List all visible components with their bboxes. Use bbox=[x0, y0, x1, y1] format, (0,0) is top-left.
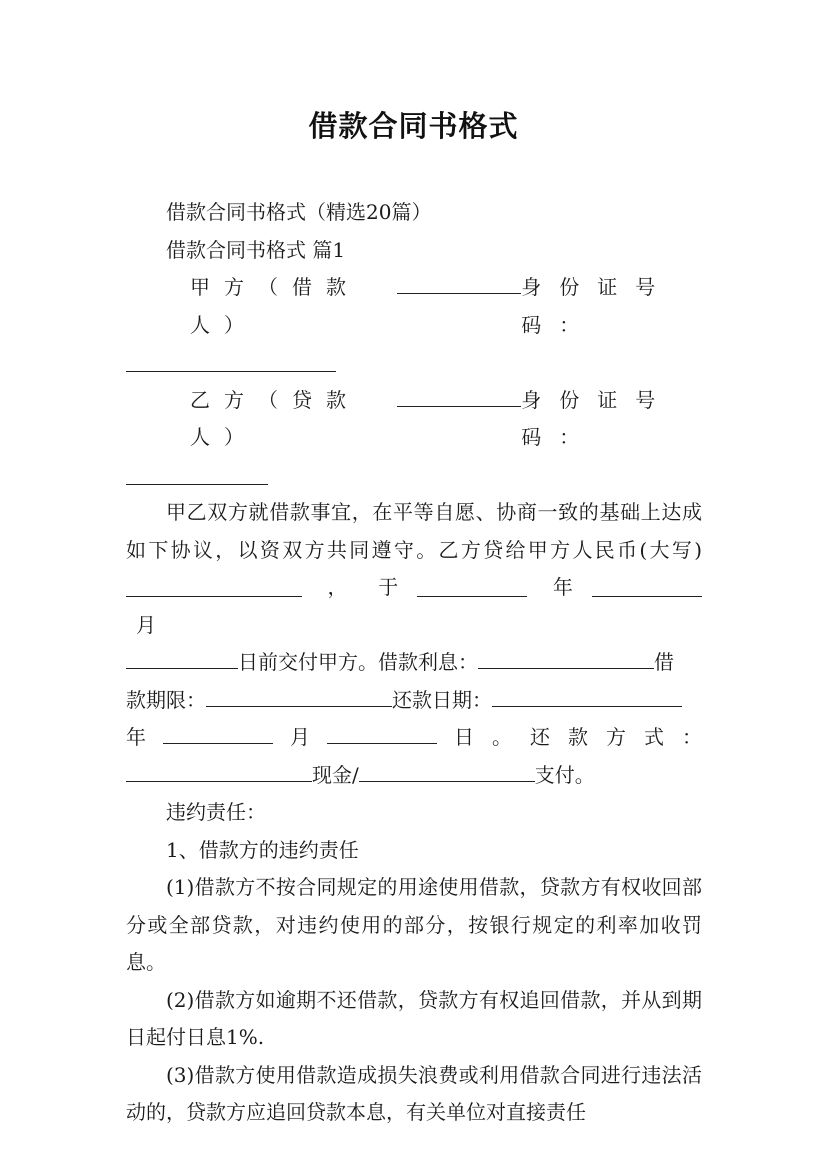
interest-blank bbox=[478, 646, 654, 669]
method-blank-1 bbox=[126, 759, 312, 782]
party-b-id-label: 身份证号码： bbox=[521, 387, 674, 449]
comma: ， bbox=[327, 575, 353, 599]
pay-end-label: 支付。 bbox=[534, 762, 595, 787]
party-a-label: 甲方（借款人） bbox=[190, 275, 360, 337]
year-blank bbox=[417, 574, 527, 597]
month-label: 月 bbox=[136, 612, 156, 637]
document-body bbox=[126, 194, 720, 1132]
liability-heading: 违约责任： bbox=[166, 800, 266, 824]
party-b-line bbox=[126, 382, 702, 457]
agreement-text: 甲乙双方就借款事宜，在平等自愿、协商一致的基础上达成如下协议，以资双方共同遵守。乙方贷给甲方人民币(大写) bbox=[126, 500, 702, 562]
amount-blank bbox=[126, 574, 302, 597]
party-a-id-blank bbox=[126, 349, 336, 372]
repay-method-label: 日。还款方式： bbox=[454, 725, 720, 749]
pay-text: 日前交付甲方。借款利息： bbox=[238, 650, 478, 674]
method-blank-2 bbox=[359, 759, 535, 782]
party-b-name-blank bbox=[397, 384, 521, 407]
year2-blank bbox=[163, 721, 273, 744]
party-a-name-blank bbox=[397, 271, 521, 294]
loan-term-label: 借 bbox=[654, 650, 674, 674]
party-b-id-blank bbox=[126, 462, 268, 485]
loan-term-blank bbox=[206, 684, 392, 707]
cash-label: 现金/ bbox=[312, 762, 359, 787]
doc-heading: 借款合同书格式（精选20篇） bbox=[166, 200, 432, 224]
month2-label: 月 bbox=[290, 725, 310, 749]
agreement-paragraph bbox=[126, 494, 720, 794]
document-title: 借款合同书格式 bbox=[308, 109, 519, 143]
item-1-heading: 1、借款方的违约责任 bbox=[166, 837, 359, 862]
repay-date-label: 还款日期： bbox=[392, 687, 492, 712]
loan-term-cont: 款期限： bbox=[126, 687, 206, 712]
day-blank bbox=[126, 646, 238, 669]
party-a-line bbox=[126, 269, 702, 344]
month2-blank bbox=[327, 721, 437, 744]
party-a-id-label: 身份证号码： bbox=[521, 275, 674, 337]
party-b-label: 乙方（贷款人） bbox=[190, 387, 360, 449]
party-b-id-line bbox=[126, 457, 702, 495]
repay-date-blank bbox=[492, 684, 682, 707]
month-blank bbox=[592, 574, 702, 597]
chapter-heading: 借款合同书格式 篇1 bbox=[166, 237, 346, 262]
item-1-2: (2)借款方如逾期不还借款，贷款方有权追回借款，并从到期日起付日息1%. bbox=[126, 987, 702, 1049]
party-a-id-line bbox=[126, 344, 702, 382]
year2-label: 年 bbox=[126, 725, 146, 749]
item-1-1: (1)借款方不按合同规定的用途使用借款，贷款方有权收回部分或全部贷款，对违约使用的部分，按银行规定的利率加收罚息。 bbox=[126, 875, 702, 974]
yu-label: 于 bbox=[378, 575, 404, 599]
year-label: 年 bbox=[552, 575, 579, 599]
item-1-3: (3)借款方使用借款造成损失浪费或利用借款合同进行违法活动的，贷款方应追回贷款本息，有关单位对直接责任 bbox=[126, 1062, 702, 1124]
